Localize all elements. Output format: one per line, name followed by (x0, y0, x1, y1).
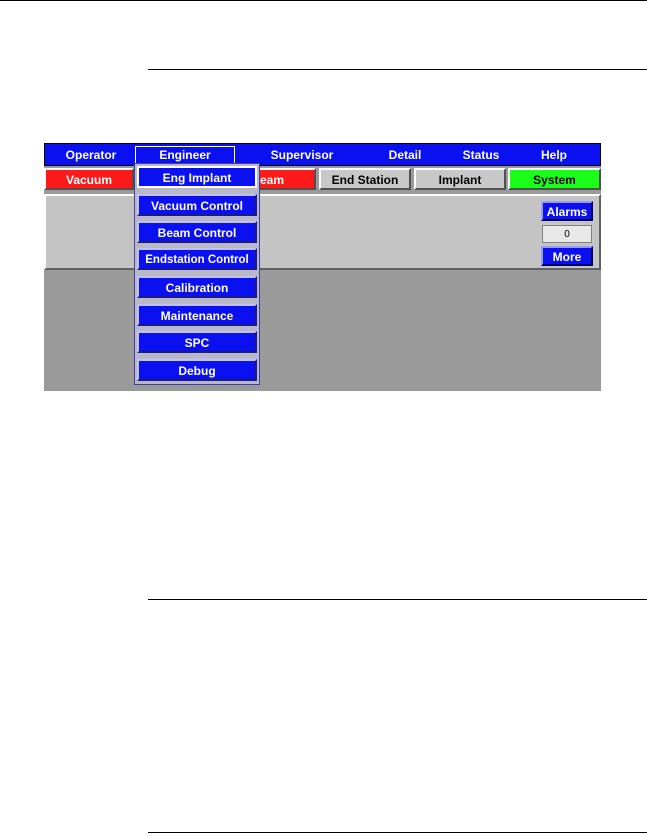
dropdown-item-debug[interactable]: Debug (137, 359, 257, 381)
menu-help[interactable]: Help (540, 148, 567, 162)
menu-supervisor[interactable]: Supervisor (270, 148, 334, 162)
status-system-button[interactable]: System (508, 168, 601, 190)
menu-detail[interactable]: Detail (388, 148, 422, 162)
menu-operator[interactable]: Operator (65, 148, 117, 162)
dropdown-item-spc[interactable]: SPC (137, 331, 257, 353)
alarm-count: 0 (542, 225, 592, 243)
status-beam-button[interactable]: eam (230, 168, 316, 190)
section-rule (148, 69, 647, 70)
status-vacuum-button[interactable]: Vacuum (44, 168, 134, 190)
engineer-dropdown-menu (134, 163, 260, 385)
subsystem-status-bar (44, 168, 601, 190)
control-screen (44, 143, 601, 391)
section-rule (148, 832, 647, 833)
dropdown-item-calibration[interactable]: Calibration (137, 276, 257, 298)
alarms-button[interactable]: Alarms (541, 201, 593, 221)
status-end-station-button[interactable]: End Station (319, 168, 411, 190)
top-rule (0, 0, 647, 1)
dropdown-item-beam-control[interactable]: Beam Control (137, 221, 257, 243)
dropdown-item-vacuum-control[interactable]: Vacuum Control (137, 194, 257, 216)
menu-status[interactable]: Status (462, 148, 500, 162)
section-rule (148, 599, 647, 600)
dropdown-item-endstation-control[interactable]: Endstation Control (137, 248, 257, 270)
dropdown-item-maintenance[interactable]: Maintenance (137, 304, 257, 326)
status-implant-button[interactable]: Implant (414, 168, 506, 190)
main-panel (44, 194, 601, 270)
more-button[interactable]: More (541, 246, 593, 266)
menu-engineer[interactable]: Engineer (135, 146, 235, 164)
menu-bar (44, 143, 601, 166)
dropdown-item-eng-implant[interactable]: Eng Implant (137, 166, 257, 188)
